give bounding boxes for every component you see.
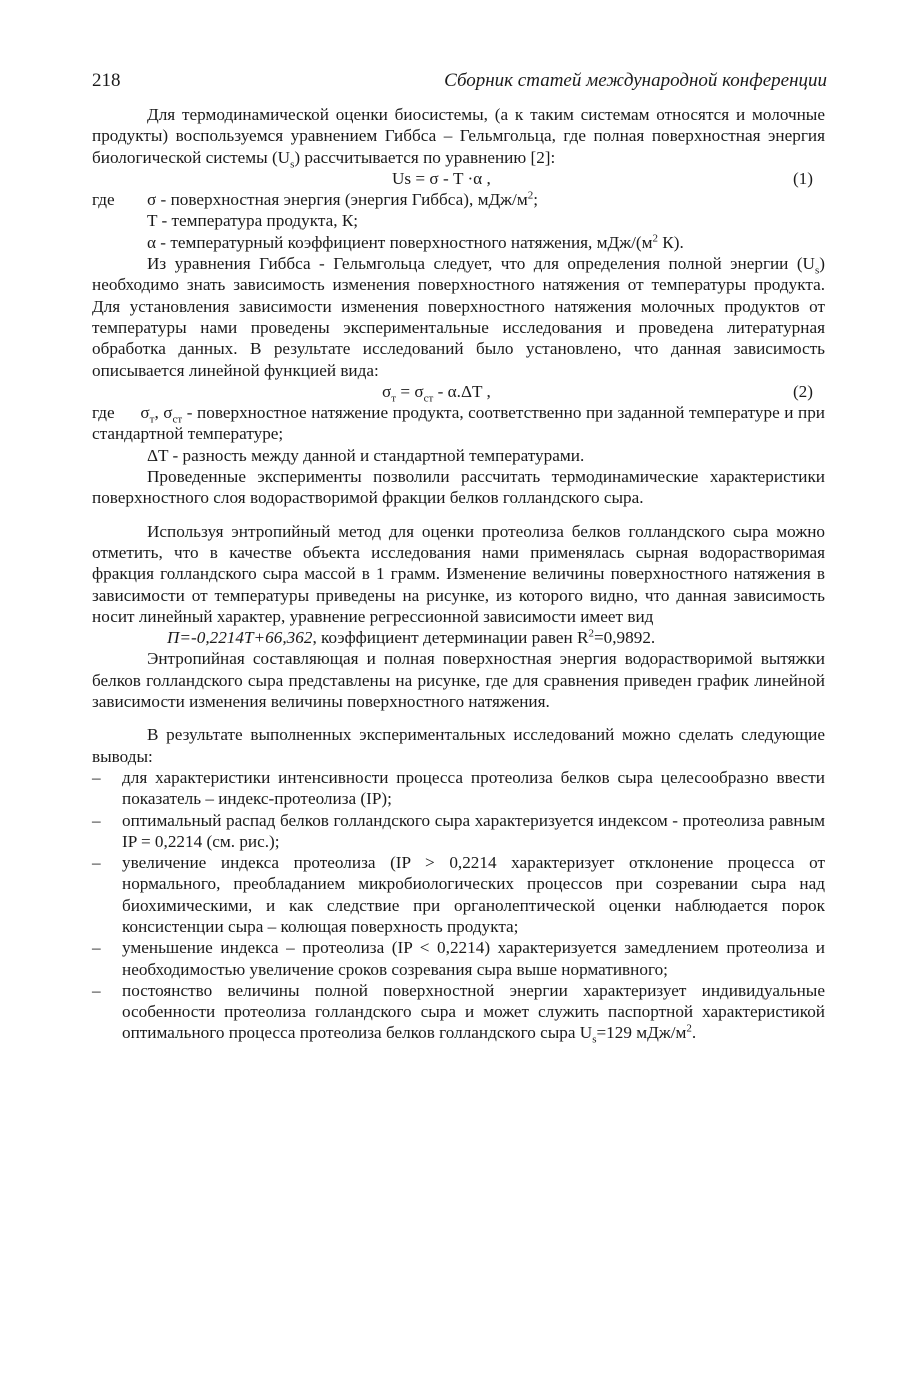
running-title: Сборник статей международной конференции [444,70,827,91]
equation-1-formula: Us = σ - T ·α , [392,168,491,188]
definition-delta-t [92,445,825,466]
conclusions-intro: В результате выполненных экспериментальных исследований можно сделать следующие выводы: [92,725,825,766]
definition-text-end: ; [533,190,538,210]
regression-text-end: =0,9892. [593,628,656,648]
formula-part: - α.ΔT , [433,381,491,401]
list-item-text: =129 мДж/м [596,1023,687,1043]
formula-part: = σ [396,381,424,401]
subscript: ст [423,392,434,405]
spacer [92,509,825,521]
subscript: ст [172,413,183,426]
subscript: s [592,1033,597,1046]
subscript: т [391,392,397,405]
subscript: т [149,413,155,426]
intro-text-end: ) рассчитывается по уравнению [2]: [294,147,556,167]
definition-text: , σ [154,403,173,423]
paragraph-3: Проведенные эксперименты позволили рассчитать термодинамические характеристики поверхностного слоя водорастворимой фракции белков голландского сыра. [92,467,825,508]
page-number: 218 [92,70,121,91]
paragraph-5: Энтропийная составляющая и полная поверхностная энергия водорастворимой вытяжки белков голландского сыра представлены на рисунке, где для сравнения приведен график линейной зависимости изменения величины поверхностного натяжения. [92,649,825,712]
definition-text-end: К). [658,232,684,252]
definition-sigma [92,189,825,210]
subscript: s [814,264,820,277]
superscript: 2 [686,1022,692,1035]
equation-1-number: (1) [792,168,813,188]
list-item-text: постоянство величины полной поверхностной энергии характеризует индивидуальные особенности протеолиза голландского сыра и может служить паспортной характеристикой оптимального процесса протеолиза белков голландского сыра U [122,980,825,1043]
list-item: – увеличение индекса протеолиза (IP > 0,2214 характеризует отклонение процесса от нормального, преобладанием микробиологических процессов при созревании сыра над биохимическими, и как следствие при органолептической оценки наблюдается порок консистенции сыра – колющая поверхность продукта; [92,852,825,937]
definition-temperature [92,210,825,231]
definition-surface-tension [92,402,825,445]
where-label: где [92,190,115,210]
subscript: s [290,158,295,171]
superscript: 2 [588,627,594,640]
regression-formula: П=-0,2214T+66,362 [167,628,313,648]
regression-text: , коэффициент детерминации равен R [312,628,589,648]
superscript: 2 [527,189,534,202]
definition-text: σ - поверхностная энергия (энергия Гиббса), мДж/м [147,190,528,210]
paragraph-text: ) необходимо знать зависимость изменения поверхностного натяжения от температуры продукта. Для установления зависимости изменения поверхностного натяжения молочных продуктов от температуры нами проведены экспериментальные исследования и проведена литературная обработка данных. В результате исследований было установлено, что данная зависимость описывается линейной функцией вида: [92,254,825,380]
definition-text: - поверхностное натяжение продукта, соответственно при заданной температуре и при стандартной температуре; [92,403,825,444]
superscript: 2 [652,232,658,245]
page-header [92,70,827,94]
paragraph-2 [92,253,825,381]
list-item-text-end: . [691,1023,697,1043]
paragraph-text: Из уравнения Гиббса - Гельмгольца следует, что для определения полной энергии (U [147,254,815,274]
list-item: – для характеристики интенсивности процесса протеолиза белков сыра целесообразно ввести показатель – индекс-протеолиза (IP); [92,767,825,810]
article-body [92,104,825,1044]
list-item: – уменьшение индекса – протеолиза (IP < 0,2214) характеризуется замедлением протеолиза и необходимостью увеличение сроков созревания сыра выше нормативного; [92,937,825,980]
conclusions-list [92,767,825,1044]
paragraph-4: Используя энтропийный метод для оценки протеолиза белков голландского сыра можно отметить, что в качестве объекта исследования нами применялась сырная водорастворимая фракция голландского сыра массой в 1 грамм. Изменение величины поверхностного натяжения в зависимости от температуры приведены на рисунке, из которого видно, что данная зависимость носит линейный характер, уравнение регрессионной зависимости имеет вид [92,521,825,626]
regression-equation [92,627,825,648]
intro-text: Для термодинамической оценки биосистемы, (а к таким системам относятся и молочные продукты) воспользуемся уравнением Гиббса – Гельмгольца, где полная поверхностная энергия биологической системы (U [92,105,825,167]
list-item: – оптимальный распад белков голландского сыра характеризуется индексом - протеолиза равным IP = 0,2214 (см. рис.); [92,810,825,853]
equation-1 [92,168,825,189]
where-label: где [92,403,115,423]
definition-alpha [92,232,825,253]
list-item [92,980,825,1044]
equation-2 [92,381,825,405]
equation-2-number: (2) [792,381,813,401]
definition-text: T - температура продукта, К; [147,211,359,231]
formula-part: σ [382,381,392,401]
definition-text: ΔT - разность между данной и стандартной температурами. [147,445,585,465]
definition-text: α - температурный коэффициент поверхностного натяжения, мДж/(м [147,232,653,252]
equation-2-formula [382,381,491,405]
definition-text: σ [140,403,150,423]
intro-paragraph [92,104,825,171]
spacer [92,712,825,724]
